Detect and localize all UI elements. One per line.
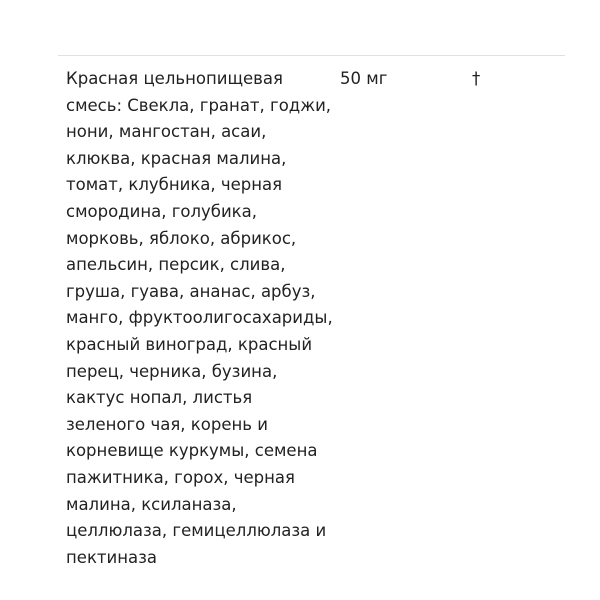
ingredient-cell: Красная цельнопищевая смесь: Свекла, гранат, годжи, нони, мангостан, асаи, клюква, красная малина, томат, клубника, черная смородина, голубика, морковь, яблоко, абрикос, апельсин, персик, слива, груша, гуава, ананас, арбуз, манго, фруктоолигосахариды, красный виноград, красный перец, черника, бузина, кактус нопал, листья зеленого чая, корень и корневище куркумы, семена пажитника, горох, черная малина, ксиланаза, целлюлаза, гемицеллюлаза и пектиназа <box>66 69 333 567</box>
amount-cell: 50 мг <box>340 69 388 88</box>
table-row-divider <box>58 55 565 56</box>
daily-value-cell: † <box>472 69 481 88</box>
